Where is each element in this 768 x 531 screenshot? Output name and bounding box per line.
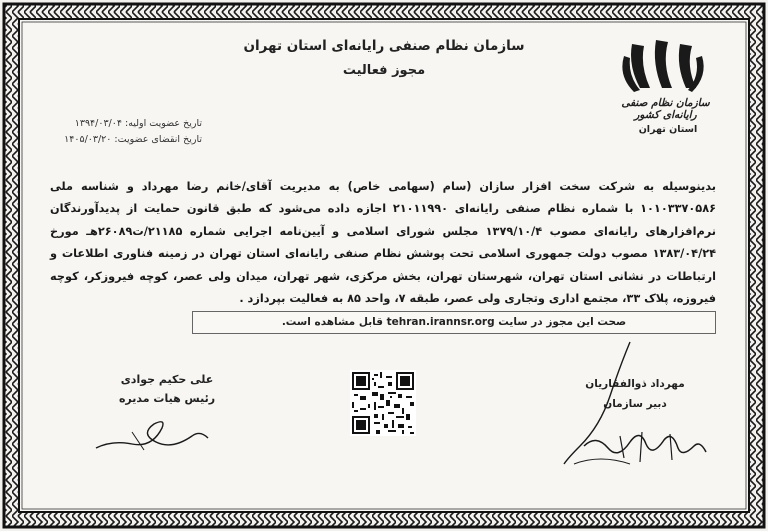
chairman-title: رئیس هیات مدیره [118, 392, 216, 405]
page-subtitle: مجوز فعالیت [342, 63, 426, 78]
secretary-name: مهرداد ذوالفقاریان [585, 378, 685, 390]
org-name: سازمان نظام صنفی رایانه‌ای کشور [621, 97, 710, 121]
secretary-signature [560, 336, 710, 478]
membership-dates [42, 116, 202, 148]
page-title: سازمان نظام صنفی رایانه‌ای استان تهران [243, 38, 525, 54]
secretary-title: دبیر سازمان [603, 398, 667, 410]
chairman-signature [92, 408, 212, 456]
qr-code-icon [350, 370, 416, 436]
membership-first-date: تاریخ عضویت اولیه: ۱۳۹۴/۰۳/۰۴ [74, 118, 202, 129]
membership-expiry-date: تاریخ انقضای عضویت: ۱۴۰۵/۰۳/۲۰ [64, 134, 202, 145]
province-label: استان تهران [638, 124, 698, 135]
chairman-name: علی حکیم جوادی [120, 373, 214, 386]
license-body: بدینوسیله به شرکت سخت افزار سازان (سام (سهامی خاص) به مدیریت آقای/خانم رضا مهرداد و شناسه ملی ۱۰۱۰۳۳۷۰۵۸۶ با شماره نظام صنفی رایانه‌ای ۲۱۰۱۱۹۹۰ اجازه داده می‌شود که طبق قانون حمایت از پدیدآورندگان نرم‌افزارهای رایانه‌ای مصوب ۱۳۷۹/۱۰/۴ مجلس شورای اسلامی و آیین‌نامه اجرایی شماره ۲۱۱۸۵/ت۲۶۰۸۹هـ مورخ ۱۳۸۳/۰۴/۲۴ مصوب دولت جمهوری اسلامی تحت پوشش نظام صنفی رایانه‌ای استان تهران در زمینه فناوری اطلاعات و ارتباطات در نشانی استان تهران، شهرستان تهران، بخش مرکزی، شهر تهران، میدان ولی عصر، کوچه فیروزکر، کوچه فیروزه، پلاک ۳۳، مجتمع اداری وتجاری ولی عصر، طبقه ۷، واحد ۸۵ به فعالیت بپردازد . [50, 180, 716, 306]
verification-box: صحت این مجوز در سایت tehran.irannsr.org قابل مشاهده است. [192, 311, 716, 334]
